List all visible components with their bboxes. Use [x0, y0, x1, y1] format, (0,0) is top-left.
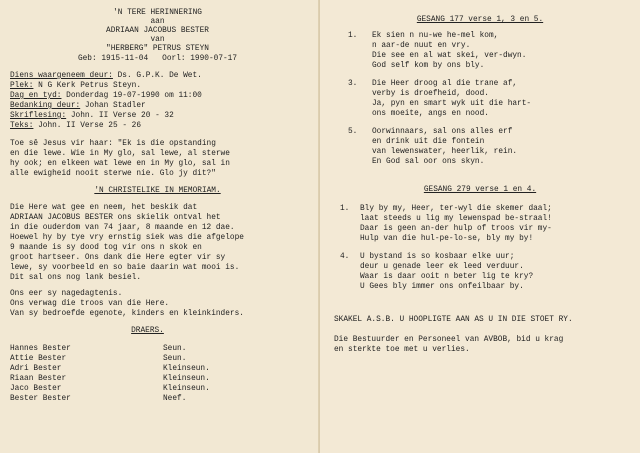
verse-number: 1.: [340, 205, 350, 213]
memoriam-line: lewe, sy voorbeeld en so baie daarin wat mooi is.: [10, 264, 240, 272]
bearer-relation: Kleinseun.: [163, 385, 210, 393]
quote-line: hy ook; en elkeen wat lewe en in My glo, sal in: [10, 160, 230, 168]
verse-line: laat steeds u lig my lewenspad be-straal!: [360, 215, 552, 223]
quote-line: alle ewigheid nooit sterwe nie. Glo jy dit?": [10, 170, 216, 178]
detail-label: Dag en tyd:: [10, 92, 62, 100]
bearer-name: Hannes Bester: [10, 345, 71, 353]
bearer-relation: Kleinseun.: [163, 375, 210, 383]
footer-line: Die Bestuurder en Personeel van AVBOB, bid u krag: [334, 336, 564, 344]
detail-label: Plek:: [10, 82, 34, 90]
memoriam-line: groot hartseer. Ons dank die Here egter vir sy: [10, 254, 226, 262]
closing-line: Van sy bedroefde egenote, kinders en kleinkinders.: [10, 310, 244, 318]
verse-line: U Gees bly immer ons onfeilbaar by.: [360, 283, 524, 291]
verse-line: Bly by my, Heer, ter-wyl die skemer daal;: [360, 205, 552, 213]
bearer-relation: Kleinseun.: [163, 365, 210, 373]
memoriam-line: Die Here wat gee en neem, het beskik dat: [10, 204, 198, 212]
verse-number: 4.: [340, 253, 350, 261]
detail-label: Teks:: [10, 122, 34, 130]
detail-label: Bedanking deur:: [10, 102, 81, 110]
right-page: [320, 0, 640, 453]
verse-line: Die Heer droog al die trane af,: [372, 80, 518, 88]
quote-line: Toe sê Jesus vir haar: "Ek is die opstanding: [10, 140, 216, 148]
hymn-279-title: GESANG 279 verse 1 en 4.: [423, 186, 537, 194]
detail-row: [10, 72, 202, 82]
memoriam-line: Dit sal ons nog lank besiel.: [10, 274, 142, 282]
detail-value: Johan Stadler: [84, 102, 146, 110]
verse-number: 5.: [348, 128, 358, 136]
bearer-name: Riaan Bester: [10, 375, 67, 383]
detail-row: [10, 122, 141, 132]
verse-line: verby is droefheid, dood.: [372, 90, 489, 98]
detail-value: John. II Verse 25 - 26: [38, 122, 142, 130]
verse-line: van lewenswater, heerlik, rein.: [372, 148, 518, 156]
bearer-name: Bester Bester: [10, 395, 71, 403]
procession-notice: SKAKEL A.S.B. U HOOPLIGTE AAN AS U IN DIE STOET RY.: [334, 316, 573, 324]
farm-name: "HERBERG" PETRUS STEYN: [106, 45, 209, 53]
bearer-name: Attie Bester: [10, 355, 67, 363]
verse-number: 3.: [348, 80, 358, 88]
detail-label: Diens waargeneem deur:: [10, 72, 113, 80]
verse-line: En God sal oor ons skyn.: [372, 158, 485, 166]
detail-value: N G Kerk Petrus Steyn.: [38, 82, 142, 90]
detail-row: [10, 82, 141, 92]
verse-line: Hulp van die hul-pe-lo-se, bly my by!: [360, 235, 534, 243]
header-line-2: aan: [150, 18, 165, 26]
verse-line: deur u genade leer ek leed verduur.: [360, 263, 524, 271]
bearers-title: DRAERS.: [131, 327, 164, 335]
detail-label: Skriflesing:: [10, 112, 67, 120]
verse-line: Die see en al wat skei, ver-dwyn.: [372, 52, 527, 60]
bearer-relation: Seun.: [163, 355, 187, 363]
bearer-name: Jaco Bester: [10, 385, 62, 393]
deceased-name: ADRIAAN JACOBUS BESTER: [106, 27, 209, 35]
quote-line: en die lewe. Wie in My glo, sal lewe, al sterwe: [10, 150, 230, 158]
memoriam-title: 'N CHRISTELIKE IN MEMORIAM.: [94, 187, 221, 195]
verse-line: Ek sien n nu-we he-mel kom,: [372, 32, 499, 40]
memoriam-line: Hoewel hy by tye vry ernstig siek was die afgelope: [10, 234, 244, 242]
header-line-1: 'N TERE HERINNERING: [113, 9, 202, 17]
birth-death-dates: Geb: 1915-11-04 Oorl: 1990-07-17: [77, 55, 238, 63]
memoriam-line: 9 maande is sy dood tog vir ons n skok en: [10, 244, 202, 252]
header-line-4: van: [150, 36, 165, 44]
verse-line: en drink uit die fontein: [372, 138, 485, 146]
verse-line: God self kom by ons bly.: [372, 62, 485, 70]
verse-number: 1.: [348, 32, 358, 40]
verse-line: Daar is geen an-der hulp of troos vir my-: [360, 225, 552, 233]
detail-row: [10, 112, 174, 122]
hymn-177-title: GESANG 177 verse 1, 3 en 5.: [416, 16, 544, 24]
bearer-relation: Seun.: [163, 345, 187, 353]
verse-line: Oorwinnaars, sal ons alles erf: [372, 128, 513, 136]
verse-line: Ja, pyn en smart wyk uit die hart-: [372, 100, 532, 108]
verse-line: n aar-de nuut en vry.: [372, 42, 471, 50]
verse-line: U bystand is so kosbaar elke uur;: [360, 253, 515, 261]
verse-line: ons moeite, angs en nood.: [372, 110, 489, 118]
bearer-relation: Neef.: [163, 395, 187, 403]
detail-row: [10, 92, 202, 102]
closing-line: Ons verwag die troos van die Here.: [10, 300, 170, 308]
detail-row: [10, 102, 146, 112]
memoriam-line: in die ouderdom van 74 jaar, 8 maande en 12 dae.: [10, 224, 235, 232]
detail-value: Ds. G.P.K. De Wet.: [117, 72, 202, 80]
detail-value: John. II Verse 20 - 32: [70, 112, 174, 120]
detail-value: Donderdag 19-07-1990 om 11:00: [66, 92, 202, 100]
verse-line: Waar is daar ooit n beter lig te kry?: [360, 273, 534, 281]
bearer-name: Adri Bester: [10, 365, 62, 373]
memoriam-line: ADRIAAN JACOBUS BESTER ons skielik ontval het: [10, 214, 221, 222]
closing-line: Ons eer sy nagedagtenis.: [10, 290, 123, 298]
footer-line: en sterkte toe met u verlies.: [334, 346, 470, 354]
